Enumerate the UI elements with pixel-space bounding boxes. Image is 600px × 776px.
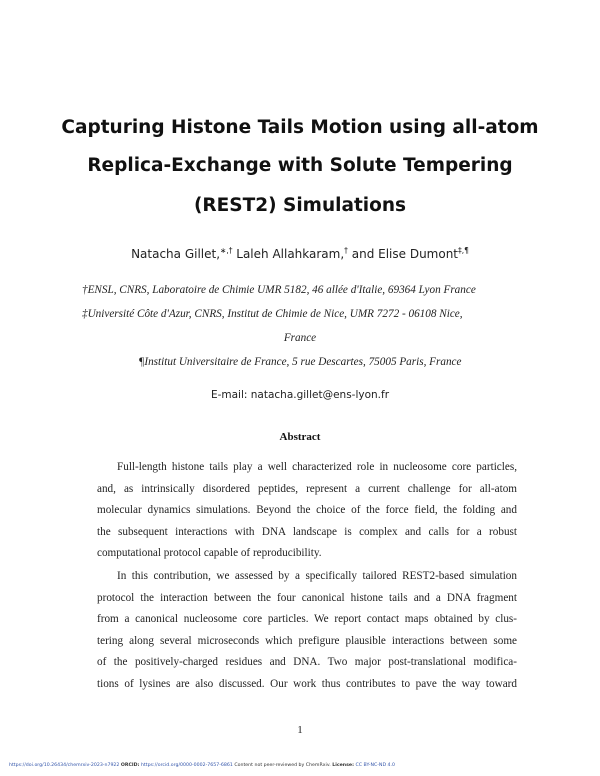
orcid-label: ORCID:: [120, 763, 140, 768]
abstract-heading: Abstract: [279, 431, 321, 443]
abstract-line: Full-length histone tails play a well characterized role in nucleosome core particles,: [117, 461, 517, 473]
orcid-link[interactable]: https://orcid.org/0000-0002-7657-6861: [140, 763, 233, 768]
affiliation-2-line-2: France: [283, 332, 317, 344]
abstract-line: tions of lysines are also discussed. Our work thus contributes to pave the way toward: [97, 677, 517, 690]
affiliation-3: ¶Institut Universitaire de France, 5 rue Descartes, 75005 Paris, France: [138, 356, 462, 368]
review-note: Content not peer-reviewed by ChemRxiv.: [234, 763, 331, 768]
abstract-line: the subsequent interactions with DNA landscape is complex and calls for a robust: [97, 525, 517, 538]
abstract-line: protocol the interaction between the four canonical histone tails and a DNA fragment: [97, 591, 517, 604]
author-list: [60, 246, 540, 261]
title-line-1: Capturing Histone Tails Motion using all-atom: [61, 117, 539, 138]
author-2: Laleh Allahkaram,: [232, 247, 345, 261]
title-line-3: (REST2) Simulations: [193, 195, 407, 216]
affiliation-2-line-1: ‡Université Côte d'Azur, CNRS, Institut de Chimie de Nice, UMR 7272 - 06108 Nice,: [82, 308, 463, 320]
license-link[interactable]: CC BY-NC-ND 4.0: [355, 763, 395, 768]
doi-link[interactable]: https://doi.org/10.26434/chemrxiv-2023-n7922: [9, 763, 120, 768]
author-3-marks: ‡,¶: [458, 246, 469, 255]
abstract-paragraph-2: [97, 566, 517, 696]
abstract-line: computational protocol capable of reproducibility.: [97, 547, 322, 560]
corresponding-email[interactable]: E-mail: natacha.gillet@ens-lyon.fr: [210, 389, 390, 401]
title-line-2: Replica-Exchange with Solute Tempering: [87, 155, 513, 176]
affiliation-1: †ENSL, CNRS, Laboratoire de Chimie UMR 5182, 46 allée d'Italie, 69364 Lyon France: [82, 284, 476, 296]
abstract-line: molecular dynamics simulations. Beyond the choice of the force field, the folding and: [97, 504, 517, 517]
abstract-line: from a canonical nucleosome core particles. We report contact maps obtained by clus-: [97, 613, 517, 626]
abstract-line: In this contribution, we assessed by a specifically tailored REST2-based simulation: [117, 570, 517, 582]
license-label: License:: [332, 763, 354, 768]
abstract-line: and, as intrinsically disordered peptides, represent a current challenge for all-atom: [97, 482, 517, 495]
author-2-marks: †: [344, 246, 348, 255]
page-number: 1: [297, 724, 303, 736]
author-3: and Elise Dumont: [347, 247, 459, 261]
author-1-marks: ∗,†: [220, 246, 233, 255]
abstract-paragraph-1: [97, 457, 517, 565]
author-1: Natacha Gillet,: [131, 247, 221, 261]
abstract-line: tering along several microseconds which prefigure plausible interactions between some: [97, 634, 517, 647]
chemrxiv-footer: [9, 763, 395, 768]
abstract-line: of the positively-charged residues and DNA. Two major post-translational modifica-: [97, 656, 517, 669]
